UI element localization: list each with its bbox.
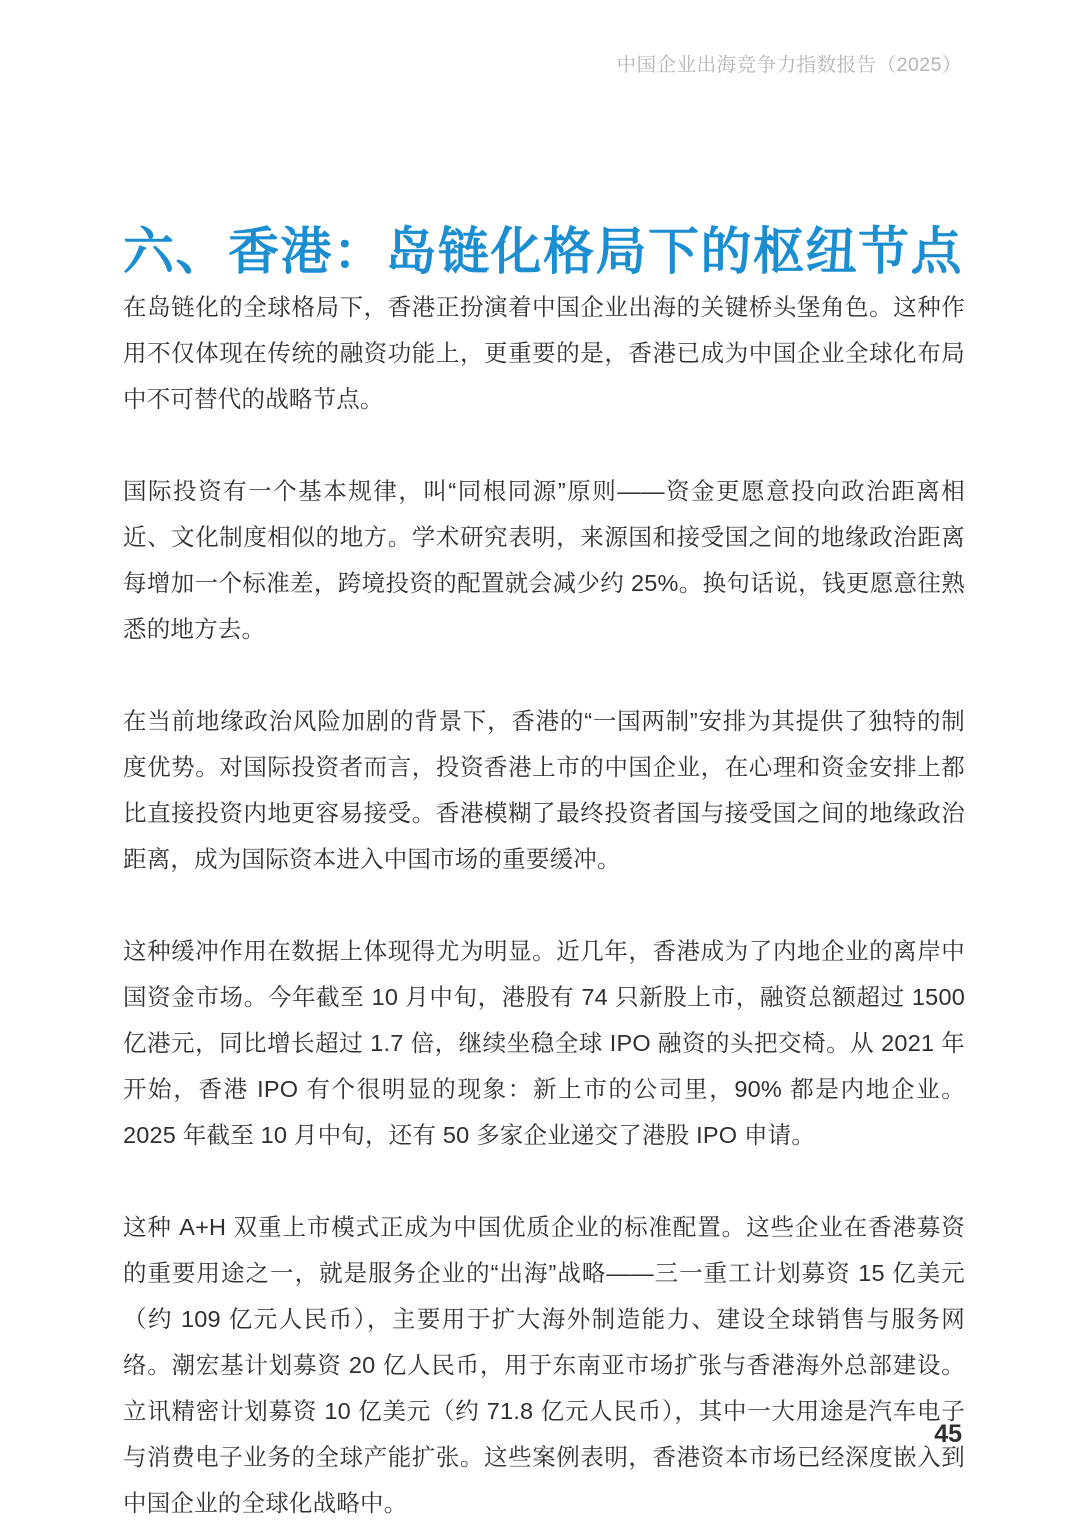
body-content	[123, 284, 965, 1526]
page-title: 六、香港：岛链化格局下的枢纽节点	[123, 223, 964, 281]
paragraph: 在岛链化的全球格局下，香港正扮演着中国企业出海的关键桥头堡角色。这种作用不仅体现在传统的融资功能上，更重要的是，香港已成为中国企业全球化布局中不可替代的战略节点。	[123, 294, 965, 412]
paragraph: 国际投资有一个基本规律，叫“同根同源”原则——资金更愿意投向政治距离相近、文化制度相似的地方。学术研究表明，来源国和接受国之间的地缘政治距离每增加一个标准差，跨境投资的配置就会减少约 25%。换句话说，钱更愿意往熟悉的地方去。	[123, 478, 965, 642]
paragraph: 在当前地缘政治风险加剧的背景下，香港的“一国两制”安排为其提供了独特的制度优势。对国际投资者而言，投资香港上市的中国企业，在心理和资金安排上都比直接投资内地更容易接受。香港模糊了最终投资者国与接受国之间的地缘政治距离，成为国际资本进入中国市场的重要缓冲。	[123, 708, 965, 872]
paragraph: 这种 A+H 双重上市模式正成为中国优质企业的标准配置。这些企业在香港募资的重要用途之一，就是服务企业的“出海”战略——三一重工计划募资 15 亿美元（约 109 亿元人民币），主要用于扩大海外制造能力、建设全球销售与服务网络。潮宏基计划募资 20 亿人民币，用于东南亚市场扩张与香港海外总部建设。立讯精密计划募资 10 亿美元（约 71.8 亿元人民币），其中一大用途是汽车电子与消费电子业务的全球产能扩张。这些案例表明，香港资本市场已经深度嵌入到中国企业的全球化战略中。	[123, 1214, 965, 1516]
page-number: 45	[934, 1420, 962, 1448]
paragraph: 这种缓冲作用在数据上体现得尤为明显。近几年，香港成为了内地企业的离岸中国资金市场。今年截至 10 月中旬，港股有 74 只新股上市，融资总额超过 1500 亿港元，同比增长超过 1.7 倍，继续坐稳全球 IPO 融资的头把交椅。从 2021 年开始，香港 IPO 有个很明显的现象：新上市的公司里，90% 都是内地企业。2025 年截至 10 月中旬，还有 50 多家企业递交了港股 IPO 申请。	[123, 938, 965, 1148]
running-header: 中国企业出海竞争力指数报告（2025）	[616, 54, 962, 76]
